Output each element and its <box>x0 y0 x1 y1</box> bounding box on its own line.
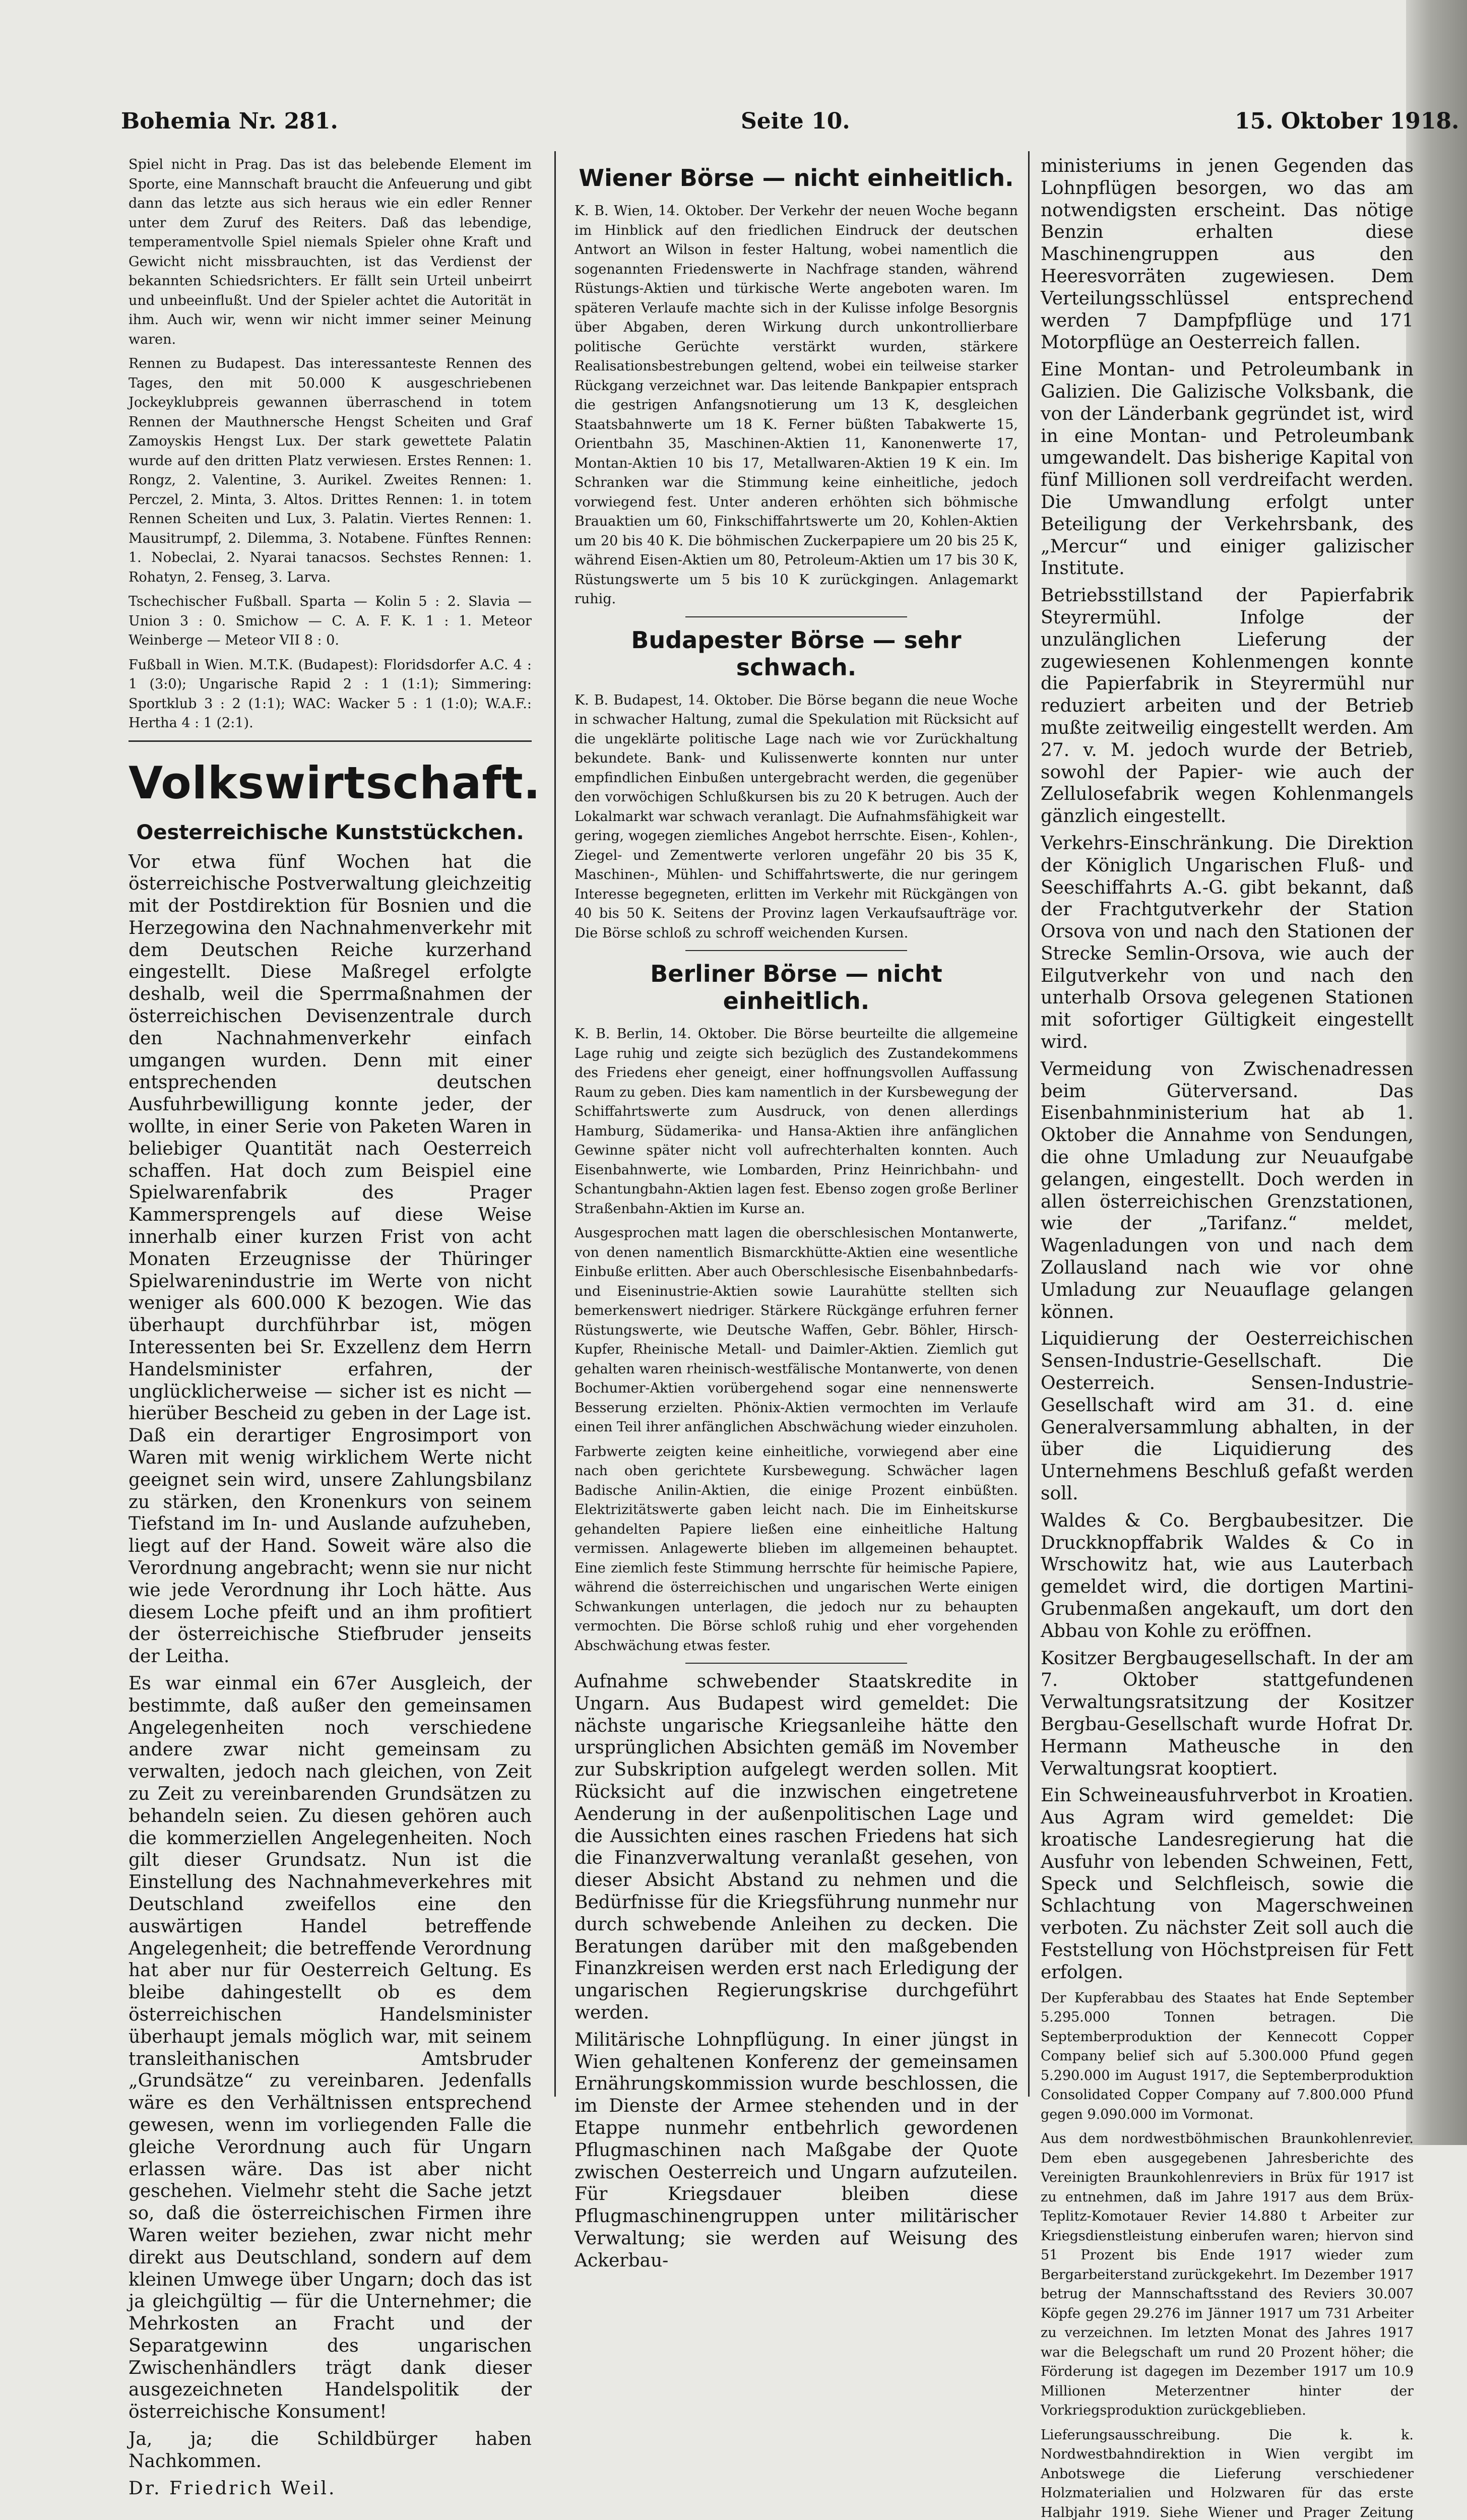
article-divider <box>685 950 907 951</box>
article-paragraph: Ein Schweineausfuhrverbot in Kroatien. Aus Agram wird gemeldet: Die kroatische Landesregierung hat die Ausfuhr von lebenden Schweinen, Fett, Speck und Selchfleisch, sowie die Schlachtung von Magerschweinen verboten. Zu nächster Zeit soll auch die Feststellung von Höchstpreisen für Fett erfolgen. <box>1041 1785 1414 1983</box>
page-edge-shadow <box>1406 0 1467 2145</box>
section-title: Volkswirtschaft. <box>129 757 541 809</box>
column-rule <box>1028 151 1030 2097</box>
article-paragraph: Vermeidung von Zwischenadressen beim Güterversand. Das Eisenbahnministerium hat ab 1. Oktober die Annahme von Sendungen, die ohne Umladung zur Neuaufgabe gelangen, eingestellt. Doch werden in allen österreichischen Grenzstationen, wie der „Tarifanz.“ meldet, Wagenladungen von und nach dem Zollausland nach wie vor ohne Umladung zur Neuauflage gelangen können. <box>1041 1058 1414 1322</box>
article-title: Oesterreichische Kunststückchen. <box>136 821 524 844</box>
article-paragraph: Militärische Lohnpflügung. In einer jüngst in Wien gehaltenen Konferenz der gemeinsamen Ernährungskommission wurde beschlossen, die im Dienste der Armee stehenden und in der Etappe nunmehr entbehrlich gewordenen Pflugmaschinen nach Maßgabe der Quote zwischen Oesterreich und Ungarn aufzuteilen. Für Kriegsdauer bleiben diese Pflugmaschinengruppen unter militärischer Verwaltung; sie werden auf Weisung des Ackerbau- <box>575 2029 1018 2271</box>
article-divider <box>685 1663 907 1664</box>
article-paragraph: K. B. Wien, 14. Oktober. Der Verkehr der neuen Woche begann im Hinblick auf den friedlichen Eindruck der deutschen Antwort an Wilson in fester Haltung, wobei namentlich die sogenannten Friedenswerte in Nachfrage standen, während Rüstungs-Aktien und türkische Werte angeboten waren. Im späteren Verlaufe machte sich in der Kulisse infolge Besorgnis über Abgaben, deren Wirkung durch unkontrollierbare politische Gerüchte verstärkt wurden, stärkere Realisationsbestrebungen geltend, wobei ein teilweise starker Rückgang verzeichnet war. Das leitende Bankpapier entsprach die gestrigen Anfangsnotierung um 13 K, desgleichen Staatsbahnwerte um 18 K. Ferner büßten Tabakwerte 15, Orientbahn 35, Maschinen-Aktien 11, Kanonenwerte 17, Montan-Aktien 10 bis 17, Metallwaren-Aktien 19 K ein. Im Schranken war die Stimmung keine einheitliche, jedoch vorwiegend fest. Unter anderen erhöhten sich böhmische Brauaktien um 60, Finkschiffahrtswerte um 20, Kohlen-Aktien um 20 bis 40 K. Die böhmischen Zuckerpapiere um 20 bis 25 K, während Eisen-Aktien um 80, Petroleum-Aktien um 17 bis 30 K, Rüstungswerte um 5 bis 10 K zurückgingen. Anlagemarkt ruhig. <box>575 203 1018 607</box>
article-paragraph: Eine Montan- und Petroleumbank in Galizien. Die Galizische Volksbank, die von der Länderbank gegründet ist, wird in eine Montan- und Petroleumbank umgewandelt. Das bisherige Kapital von fünf Millionen soll verdreifacht werden. Die Umwandlung erfolgt unter Beteiligung der Verkehrsbank, des „Mercur“ und einiger galizischer Institute. <box>1041 359 1414 579</box>
article-signature: Dr. Friedrich Weil. <box>129 2478 337 2499</box>
article-paragraph: Betriebsstillstand der Papierfabrik Steyrermühl. Infolge der unzulänglichen Lieferung der zugewiesenen Kohlenmengen konnte die Papierfabrik in Steyrermühl nur reduziert arbeiten und der Betrieb mußte zeitweilig eingestellt werden. Am 27. v. M. jedoch wurde der Betrieb, sowohl der Papier- wie auch der Zellulosefabrik wegen Kohlenmangels gänzlich eingestellt. <box>1041 585 1414 827</box>
article-headline: Budapester Börse — sehr schwach. <box>631 626 962 681</box>
page-header <box>0 108 1467 139</box>
newspaper-issue: Bohemia Nr. 281. <box>121 108 338 134</box>
article-paragraph: Waldes & Co. Bergbaubesitzer. Die Druckknopffabrik Waldes & Co in Wrschowitz hat, wie aus Lauterbach gemeldet wird, die dortigen Martini-Grubenmaßen angekauft, um dort den Abbau von Kohle zu eröffnen. <box>1041 1510 1414 1642</box>
article-divider <box>685 616 907 617</box>
sport-paragraph: Rennen zu Budapest. Das interessanteste Rennen des Tages, den mit 50.000 K ausgeschriebenen Jockeyklubpreis gewannen überraschend in totem Rennen der Mauthnersche Hengst Scheiten und Graf Zamoyskis Hengst Lux. Der stark gewettete Palatin wurde auf den dritten Platz verwiesen. Erstes Rennen: 1. Rongz, 2. Valentine, 3. Aurikel. Zweites Rennen: 1. Perczel, 2. Minta, 3. Altos. Drittes Rennen: 1. in totem Rennen Scheiten und Lux, 3. Palatin. Viertes Rennen: 1. Mausitrumpf, 2. Dilemma, 3. Notabene. Fünftes Rennen: 1. Nobeclai, 2. Nyarai tanacsos. Sechstes Rennen: 1. Rohatyn, 2. Fenseg, 3. Larva. <box>129 356 532 585</box>
article-paragraph: Aufnahme schwebender Staatskredite in Ungarn. Aus Budapest wird gemeldet: Die nächste ungarische Kriegsanleihe hätte den ursprünglichen Absichten gemäß im November zur Subskription aufgelegt werden sollen. Mit Rücksicht auf die inzwischen eingetretene Aenderung in der außenpolitischen Lage und die Aussichten eines raschen Friedens hat sich die Finanzverwaltung veranlaßt gesehen, von dieser Absicht Abstand zu nehmen und die Bedürfnisse für die Kriegsführung nunmehr nur durch schwebende Anleihen zu decken. Die Beratungen darüber mit den maßgebenden Finanzkreisen werden erst nach Erledigung der ungarischen Regierungskrise durchgeführt werden. <box>575 1671 1018 2023</box>
article-paragraph: Ausgesprochen matt lagen die oberschlesischen Montanwerte, von denen namentlich Bismarckhütte-Aktien eine wesentliche Einbuße erlitten. Aber auch Oberschlesische Eisenbahnbedarfs- und Eiseninustrie-Aktien sowie Laurahütte stellten sich bemerkenswert niedriger. Stärkere Rückgänge erfuhren ferner Rüstungswerte, wie Deutsche Waffen, Gebr. Böhler, Hirsch-Kupfer, Rheinische Metall- und Daimler-Aktien. Ziemlich gut gehalten waren rheinisch-westfälische Montanwerte, von denen Bochumer-Aktien vorübergehend sogar eine nennenswerte Besserung erzielten. Phönix-Aktien vermochten im Verlaufe einen Teil ihrer anfänglichen Abschwächung wieder einzuholen. <box>575 1225 1018 1435</box>
sport-paragraph: Tschechischer Fußball. Sparta — Kolin 5 : 2. Slavia — Union 3 : 0. Smichow — C. A. F. K. 1 : 1. Meteor Weinberge — Meteor VII 8 : 0. <box>129 594 532 648</box>
column-right <box>1041 155 1414 2520</box>
article-paragraph: Der Kupferabbau des Staates hat Ende September 5.295.000 Tonnen betragen. Die Septemberproduktion der Kennecott Copper Company belief sich auf 5.300.000 Pfund gegen 5.290.000 im August 1917, die Septemberproduktion Consolidated Copper Company auf 7.800.000 Pfund gegen 9.090.000 im Vormonat. <box>1041 1990 1414 2122</box>
article-paragraph: Kositzer Bergbaugesellschaft. In der am 7. Oktober stattgefundenen Verwaltungsratsitzung der Kositzer Bergbau-Gesellschaft wurde Hofrat Dr. Hermann Matheusche in den Verwaltungsrat kooptiert. <box>1041 1648 1414 1779</box>
article-paragraph: K. B. Berlin, 14. Oktober. Die Börse beurteilte die allgemeine Lage ruhig und zeigte sich bezüglich des Zustandekommens des Friedens eher geneigt, einer hoffnungsvollen Auffassung Raum zu geben. Dies kam namentlich in der Kursbewegung der Schiffahrtswerte zum Ausdruck, von denen allerdings Hamburg, Südamerika- und Hansa-Aktien ihre anfänglichen Gewinne später nicht voll aufrechterhalten konnten. Auch Eisenbahnwerte, wie Lombarden, Prinz Heinrichbahn- und Schantungbahn-Aktien lagen fest. Ebenso zogen große Berliner Straßenbahn-Aktien im Kurse an. <box>575 1026 1018 1217</box>
column-rule <box>554 151 556 2097</box>
article-headline: Wiener Börse — nicht einheitlich. <box>579 164 1014 192</box>
article-paragraph: Verkehrs-Einschränkung. Die Direktion der Königlich Ungarischen Fluß- und Seeschiffahrts A.-G. gibt bekannt, daß der Frachtgutverkehr der Station Orsova von und nach den Stationen der Strecke Semlin-Orsova, wie auch der Eilgutverkehr von und nach den unterhalb Orsova gelegenen Stationen mit sofortiger Gültigkeit eingestellt wird. <box>1041 833 1414 1053</box>
column-left <box>129 155 541 2499</box>
section-divider <box>129 740 532 742</box>
article-paragraph: Es war einmal ein 67er Ausgleich, der bestimmte, daß außer den gemeinsamen Angelegenheiten noch verschiedene andere zwar nicht gemeinsam zu verwalten, jedoch nach gleichen, von Zeit zu Zeit zu vereinbarenden Grundsätzen zu behandeln seien. Zu diesen gehören auch die kommerziellen Angelegenheiten. Noch gilt dieser Grundsatz. Nun ist die Einstellung des Nachnahmeverkehres mit Deutschland zweifellos eine den auswärtigen Handel betreffende Angelegenheit; die betreffende Verordnung hat aber nur für Oesterreich Geltung. Es bleibe dahingestellt ob es dem österreichischen Handelsminister überhaupt jemals möglich war, mit seinem transleithanischen Amtsbruder „Grundsätze“ zu vereinbaren. Jedenfalls wäre es den Verhältnissen entsprechend gewesen, wenn im vorliegenden Falle die gleiche Verordnung auch für Ungarn erlassen wäre. Das ist aber nicht geschehen. Vielmehr steht die Sache jetzt so, daß die österreichischen Firmen ihre Waren weiter beziehen, zwar nicht mehr direkt aus Deutschland, sondern auf dem kleinen Umwege über Ungarn; doch das ist ja gleichgültig — für die Unternehmer; die Mehrkosten an Fracht und der Separatgewinn des ungarischen Zwischenhändlers trägt dank dieser ausgezeichneten Handelspolitik der österreichische Konsument! <box>129 1673 532 2423</box>
article-paragraph: Liquidierung der Oesterreichischen Sensen-Industrie-Gesellschaft. Die Oesterreich. Sensen-Industrie-Gesellschaft wird am 31. d. eine Generalversammlung abhalten, in der über die Liquidierung des Unternehmens Beschluß gefaßt werden soll. <box>1041 1329 1414 1504</box>
article-paragraph: Vor etwa fünf Wochen hat die österreichische Postverwaltung gleichzeitig mit der Postdirektion für Bosnien und die Herzegowina den Nachnahmenverkehr mit dem Deutschen Reiche kurzerhand eingestellt. Diese Maßregel erfolgte deshalb, weil die Sperrmaßnahmen der österreichischen Devisenzentrale durch den Nachnahmenverkehr einfach umgangen wurden. Denn mit einer entsprechenden deutschen Ausfuhrbewilligung konnte jeder, der wollte, in einer Serie von Paketen Waren in beliebiger Quantität nach Oesterreich schaffen. Hat doch zum Beispiel eine Spielwarenfabrik des Prager Kammersprengels auf diese Weise innerhalb einer kurzen Frist von acht Monaten Erzeugnisse der Thüringer Spielwarenindustrie im Werte von nicht weniger als 600.000 K bezogen. Wie das überhaupt durchführbar ist, mögen Interessenten bei Sr. Exzellenz dem Herrn Handelsminister erfahren, der unglücklicherweise — sicher ist es nicht — hierüber Bescheid zu geben in der Lage ist. Daß ein derartiger Engrosimport von Waren mit wenig wirklichem Werte nicht geeignet sein wird, unsere Zahlungsbilanz zu stärken, den Kronenkurs von seinem Tiefstand im In- und Auslande aufzuheben, liegt auf der Hand. Soweit wäre also die Verordnung angebracht; wenn sie nur nicht wie jede Verordnung ihr Loch hätte. Aus diesem Loche pfeift und an ihm profitiert der österreichische Stiefbruder jenseits der Leitha. <box>129 851 532 1667</box>
article-paragraph: Aus dem nordwestböhmischen Braunkohlenrevier. Dem eben ausgegebenen Jahresberichte des Vereinigten Braunkohlenreviers in Brüx für 1917 ist zu entnehmen, daß im Jahre 1917 aus dem Brüx-Teplitz-Komotauer Revier 14.880 t Arbeiter zur Kriegsdienstleistung einberufen waren; hiervon sind 51 Prozent bis Ende 1917 wieder zum Bergarbeiterstand zurückgekehrt. Im Dezember 1917 betrug der Mannschaftsstand des Reviers 30.007 Köpfe gegen 29.276 im Jänner 1917 um 731 Arbeiter zu verzeichnen. Im letzten Monat des Jahres 1917 war die Belegschaft um rund 20 Prozent höher; die Förderung ist dagegen im Dezember 1917 um 10.9 Millionen Meterzentner hinter der Vorkriegsproduktion zurückgeblieben. <box>1041 2131 1414 2419</box>
article-paragraph: Farbwerte zeigten keine einheitliche, vorwiegend aber eine nach oben gerichtete Kursbewegung. Schwächer lagen Badische Anilin-Aktien, die einige Prozent einbüßten. Elektrizitätswerte gaben leicht nach. Die im Einheitskurse gehandelten Papiere ließen eine einheitliche Haltung vermissen. Anlagewerte blieben im allgemeinen behauptet. Eine ziemlich feste Stimmung herrschte für heimische Papiere, während die österreichischen und ungarischen Werte einigen Schwankungen unterlagen, die jedoch nur zu behaupten vermochten. Die Börse schloß ruhig und eher vorgehenden Abschwächung etwas fester. <box>575 1443 1018 1654</box>
sport-paragraph: Fußball in Wien. M.T.K. (Budapest): Floridsdorfer A.C. 4 : 1 (3:0); Ungarische Rapid 2 : 1 (1:1); Simmering: Sportklub 3 : 2 (1:1); WAC: Wacker 5 : 1 (1:0); W.A.F.: Hertha 4 : 1 (2:1). <box>129 657 532 731</box>
article-headline: Berliner Börse — nicht einheitlich. <box>650 960 942 1015</box>
article-paragraph: Ja, ja; die Schildbürger haben Nachkommen. <box>129 2429 532 2472</box>
article-paragraph: ministeriums in jenen Gegenden das Lohnpflügen besorgen, wo das am notwendigsten erscheint. Das nötige Benzin erhalten diese Maschinengruppen aus den Heeresvorräten zugewiesen. Dem Verteilungsschlüssel entsprechend werden 7 Dampfpflüge und 171 Motorpflüge an Oesterreich fallen. <box>1041 156 1414 353</box>
column-middle <box>575 155 1018 2271</box>
page-number: Seite 10. <box>741 108 850 134</box>
article-paragraph: Lieferungsausschreibung. Die k. k. Nordwestbahndirektion in Wien vergibt im Anbotswege die Lieferung verschiedener Holzmaterialien und Holzwaren für das erste Halbjahr 1919. Siehe Wiener und Prager Zeitung <box>1041 2427 1414 2520</box>
issue-date: 15. Oktober 1918. <box>1235 108 1459 134</box>
article-paragraph: K. B. Budapest, 14. Oktober. Die Börse begann die neue Woche in schwacher Haltung, zumal die Spekulation mit Rücksicht auf die ungeklärte politische Lage nach wie vor Zurückhaltung bekundete. Bank- und Kulissenwerte konnten nur unter empfindlichen Einbußen untergebracht werden, die gegenüber den vorwöchigen Schlußkursen bis zu 20 K betrugen. Auch der Lokalmarkt war schwach veranlagt. Die Aufnahmsfähigkeit war gering, wogegen ziemliches Angebot herrschte. Eisen-, Kohlen-, Ziegel- und Zementwerte verloren ungefähr 20 bis 35 K, Maschinen-, Mühlen- und Schiffahrtswerte, die nur geringem Interesse begegneten, erlitten im Verkehr mit Rückgängen von 40 bis 50 K. Seitens der Provinz lagen Verkaufsaufträge vor. Die Börse schloß zu schroff weichenden Kursen. <box>575 692 1018 941</box>
sport-paragraph: Spiel nicht in Prag. Das ist das belebende Element im Sporte, eine Mannschaft braucht die Anfeuerung und gibt dann das letzte aus sich heraus wie ein edler Renner unter dem Zuruf des Reiters. Daß das lebendige, temperamentvolle Spiel niemals Spieler ohne Kraft und Gewicht nicht missbrauchten, ist das Verdienst der bekannten Schiedsrichters. Er fällt sein Urteil unbeirrt und unbeeinflußt. Und der Spieler achtet die Autorität in ihm. Auch wir, wenn wir nicht immer seiner Meinung waren. <box>129 157 532 347</box>
